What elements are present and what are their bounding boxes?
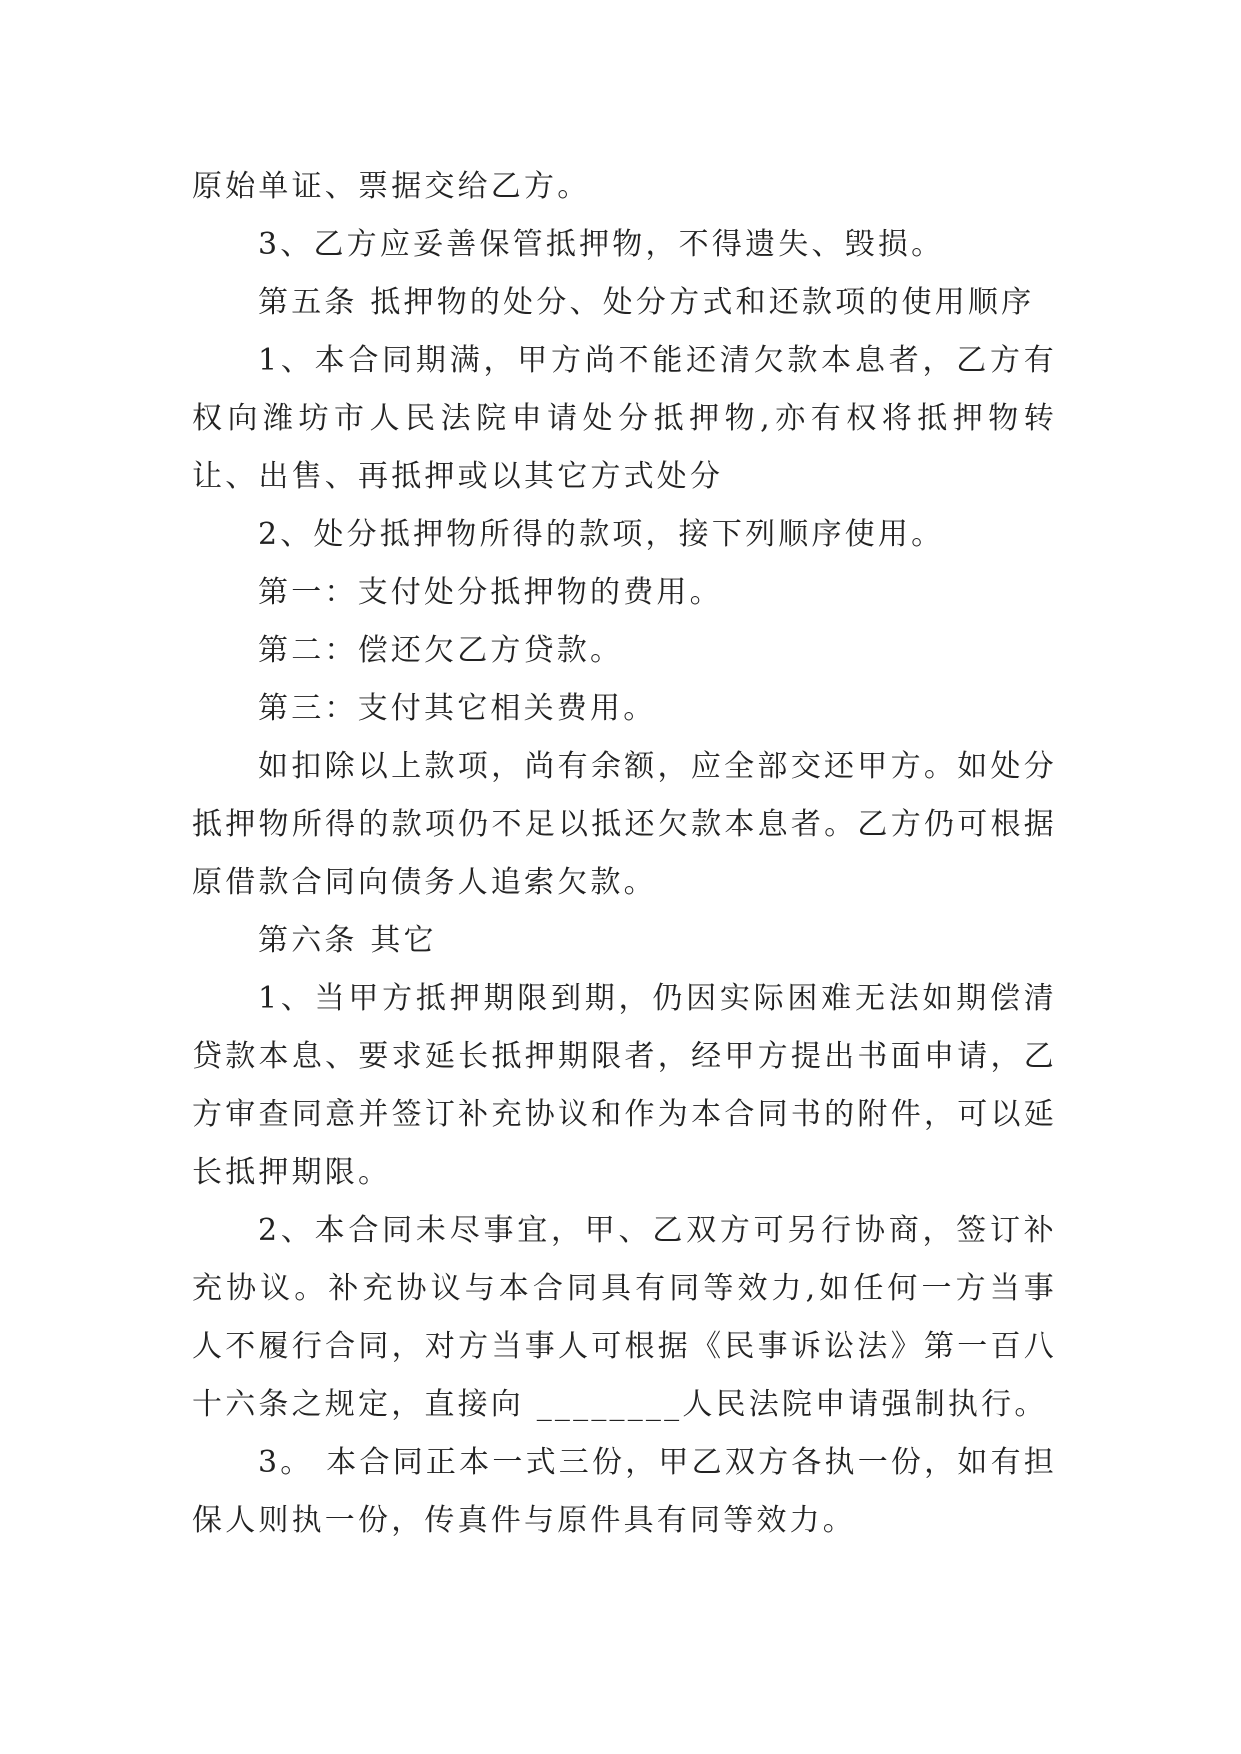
paragraph-4: 2、处分抵押物所得的款项，接下列顺序使用。 [258,517,945,552]
paragraph-11: 2、本合同未尽事宜，甲、乙双方可另行协商，签订补充协议。补充协议与本合同具有同等效力,如任何一方当事人不履行合同，对方当事人可根据《民事诉讼法》第一百八十六条之规定，直接向 ________人民法院申请强制执行。 [192,1213,1057,1422]
article-6-heading: 第六条 其它 [258,923,437,958]
paragraph-0: 原始单证、票据交给乙方。 [192,169,591,204]
paragraph-1: 3、乙方应妥善保管抵押物，不得遗失、毁损。 [258,227,945,262]
paragraph-6: 第二：偿还欠乙方贷款。 [258,633,624,668]
paragraph-3: 1、本合同期满，甲方尚不能还清欠款本息者，乙方有权向潍坊市人民法院申请处分抵押物,亦有权将抵押物转让、出售、再抵押或以其它方式处分 [192,343,1057,494]
document-body [192,158,1057,1550]
paragraph-8: 如扣除以上款项，尚有余额，应全部交还甲方。如处分抵押物所得的款项仍不足以抵还欠款本息者。乙方仍可根据原借款合同向债务人追索欠款。 [192,749,1057,900]
paragraph-7: 第三：支付其它相关费用。 [258,691,657,726]
paragraph-10: 1、当甲方抵押期限到期，仍因实际困难无法如期偿清贷款本息、要求延长抵押期限者，经甲方提出书面申请，乙方审查同意并签订补充协议和作为本合同书的附件，可以延长抵押期限。 [192,981,1057,1190]
paragraph-5: 第一：支付处分抵押物的费用。 [258,575,723,610]
paragraph-12: 3。 本合同正本一式三份，甲乙双方各执一份，如有担保人则执一份，传真件与原件具有同等效力。 [192,1445,1057,1538]
article-5-heading: 第五条 抵押物的处分、处分方式和还款项的使用顺序 [258,285,1035,320]
